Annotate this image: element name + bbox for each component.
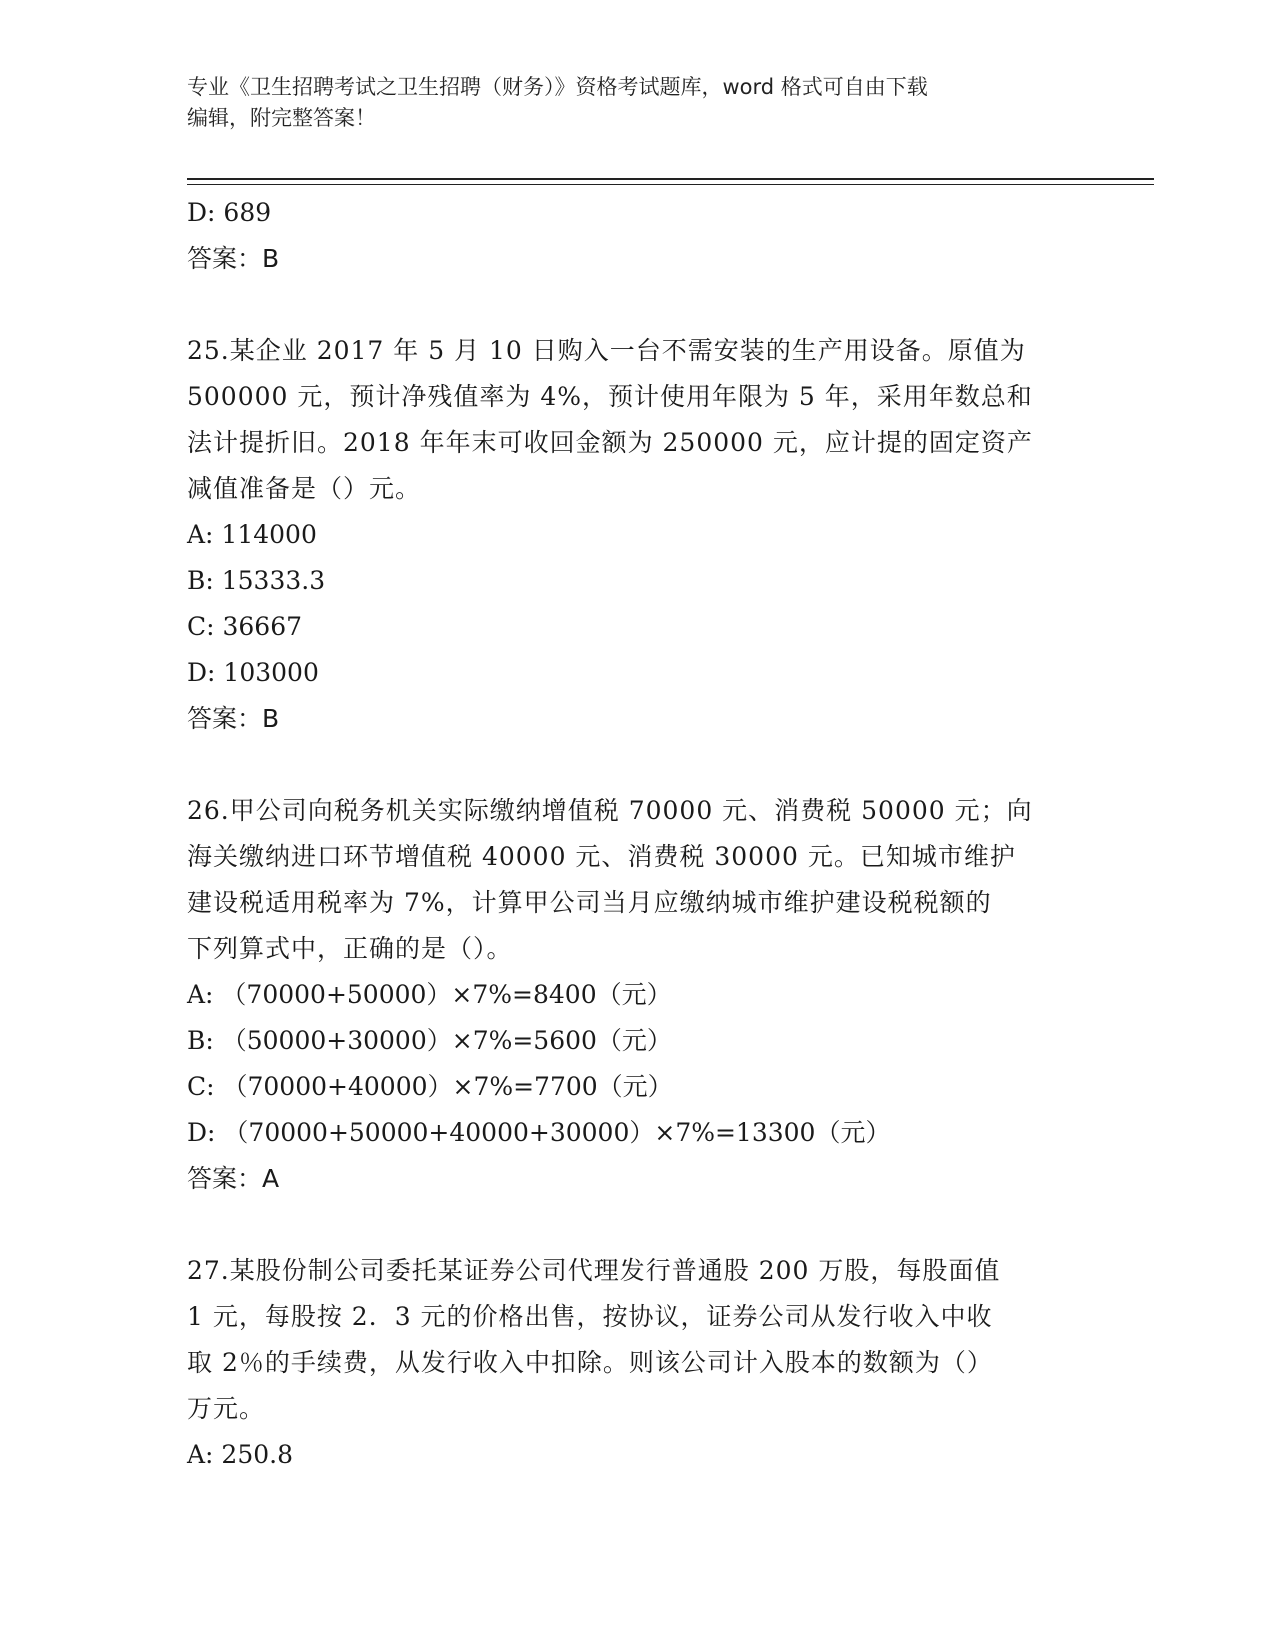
header-rule-thin xyxy=(187,184,1154,185)
stem-line: 万元。 xyxy=(187,1394,266,1423)
question-stem xyxy=(187,788,1087,972)
option-d: D: （70000+50000+40000+30000）×7%=13300（元） xyxy=(187,1118,891,1147)
option-c: C: 36667 xyxy=(187,612,303,641)
answer-line: 答案：B xyxy=(187,244,280,273)
header-rule-thick xyxy=(187,178,1154,180)
question-27 xyxy=(187,1248,1087,1478)
stem-line: 下列算式中，正确的是（）。 xyxy=(187,934,513,963)
document-header xyxy=(187,72,1087,134)
stem-line: 建设税适用税率为 7%，计算甲公司当月应缴纳城市维护建设税税额的 xyxy=(187,888,992,917)
stem-line: 法计提折旧。2018 年年末可收回金额为 250000 元，应计提的固定资产 xyxy=(187,428,1033,457)
option-d: D: 103000 xyxy=(187,658,319,687)
question-26 xyxy=(187,788,1087,1202)
option-a: A: （70000+50000）×7%=8400（元） xyxy=(187,980,672,1009)
option-b: B: （50000+30000）×7%=5600（元） xyxy=(187,1026,672,1055)
stem-line: 海关缴纳进口环节增值税 40000 元、消费税 30000 元。已知城市维护 xyxy=(187,842,1016,871)
spacer xyxy=(187,742,1087,788)
spacer xyxy=(187,1202,1087,1248)
header-line-2: 编辑，附完整答案！ xyxy=(187,106,376,130)
document-body xyxy=(187,190,1087,1478)
stem-line: 27.某股份制公司委托某证券公司代理发行普通股 200 万股，每股面值 xyxy=(187,1256,1001,1285)
stem-line: 25.某企业 2017 年 5 月 10 日购入一台不需安装的生产用设备。原值为 xyxy=(187,336,1026,365)
stem-line: 26.甲公司向税务机关实际缴纳增值税 70000 元、消费税 50000 元；向 xyxy=(187,796,1033,825)
option-a: A: 250.8 xyxy=(187,1440,293,1469)
question-25 xyxy=(187,328,1087,742)
option-d: D: 689 xyxy=(187,198,272,227)
option-b: B: 15333.3 xyxy=(187,566,326,595)
question-stem xyxy=(187,328,1087,512)
question-stem xyxy=(187,1248,1087,1432)
answer-line: 答案：B xyxy=(187,704,280,733)
option-a: A: 114000 xyxy=(187,520,317,549)
stem-line: 减值准备是（）元。 xyxy=(187,474,422,503)
option-c: C: （70000+40000）×7%=7700（元） xyxy=(187,1072,673,1101)
stem-line: 取 2％的手续费，从发行收入中扣除。则该公司计入股本的数额为（） xyxy=(187,1348,993,1377)
header-line-1: 专业《卫生招聘考试之卫生招聘（财务）》资格考试题库，word 格式可自由下载 xyxy=(187,75,928,99)
answer-line: 答案：A xyxy=(187,1164,280,1193)
stem-line: 1 元，每股按 2．3 元的价格出售，按协议，证券公司从发行收入中收 xyxy=(187,1302,993,1331)
spacer xyxy=(187,282,1087,328)
stem-line: 500000 元，预计净残值率为 4%，预计使用年限为 5 年，采用年数总和 xyxy=(187,382,1033,411)
